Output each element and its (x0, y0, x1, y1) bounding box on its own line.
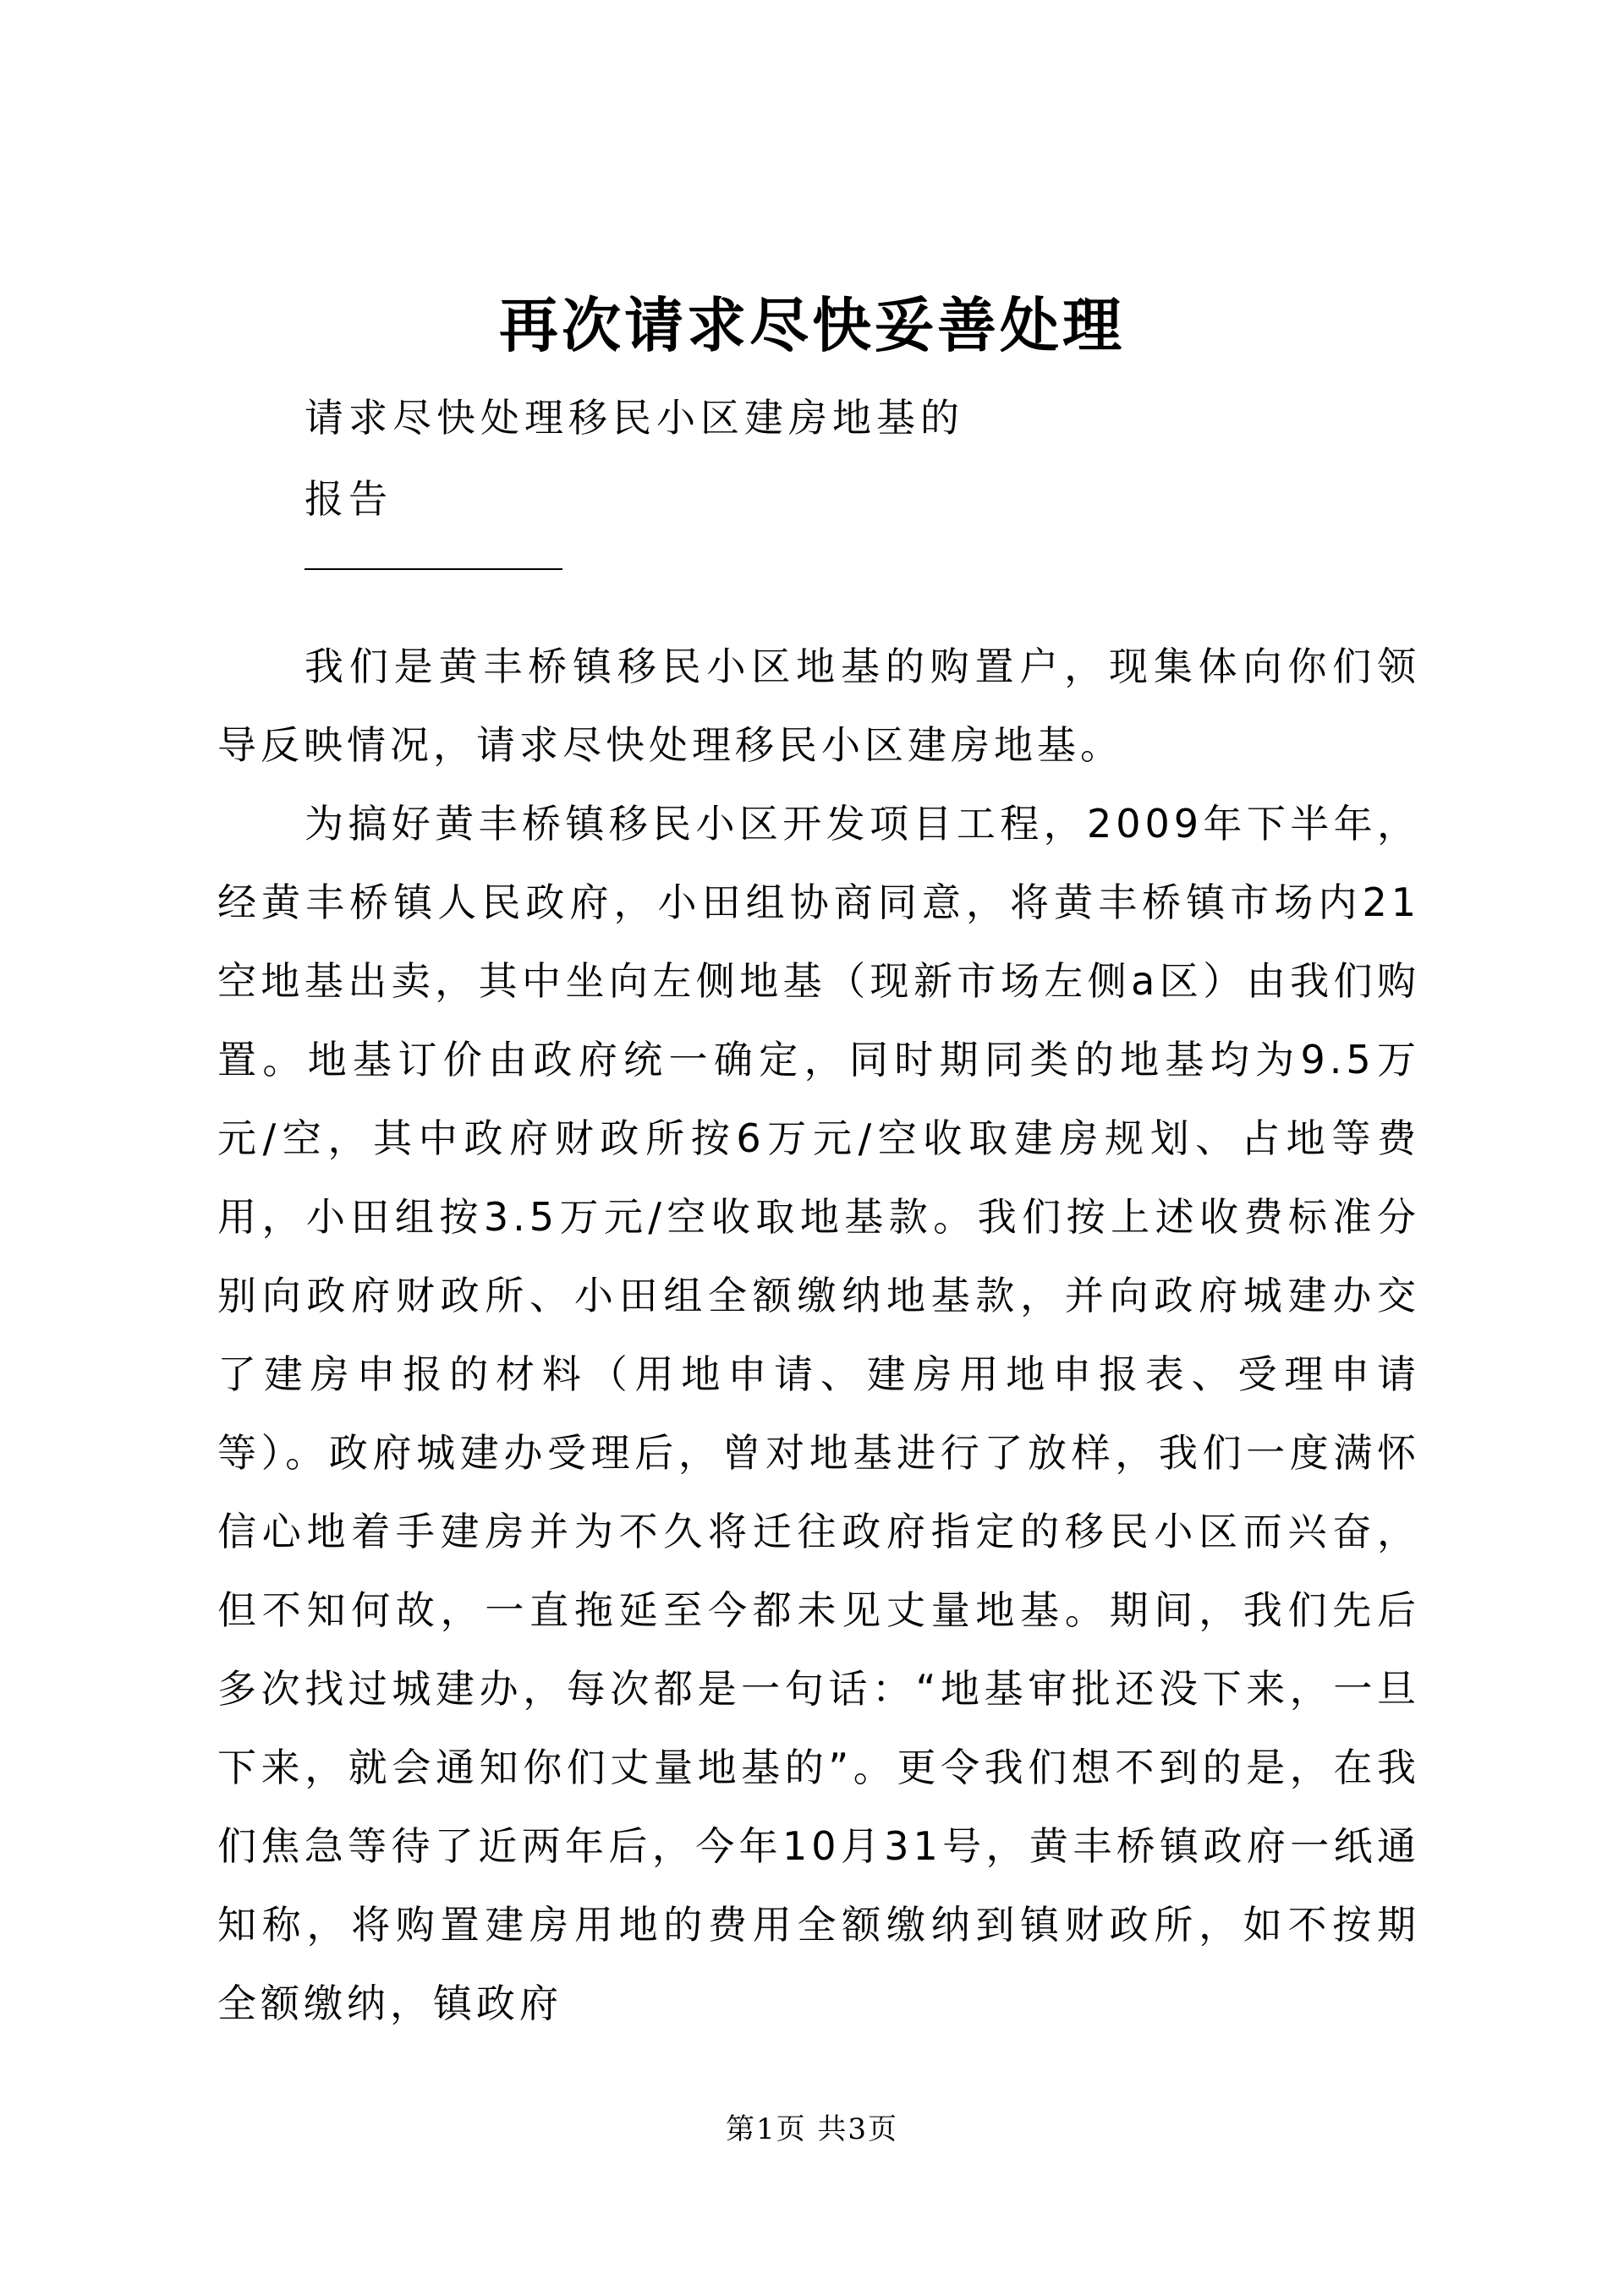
subtitle-line-2: 报告 (304, 476, 392, 522)
body-paragraph-1: 我们是黄丰桥镇移民小区地基的购置户，现集体向你们领导反映情况，请求尽快处理移民小区建房地基。 (217, 644, 1420, 768)
document-body (217, 627, 1420, 2043)
body-paragraph-2: 为搞好黄丰桥镇移民小区开发项目工程，2009年下半年，经黄丰桥镇人民政府，小田组协商同意，将黄丰桥镇市场内21空地基出卖，其中坐向左侧地基（现新市场左侧a区）由我们购置。地基订价由政府统一确定，同时期同类的地基均为9.5万元/空，其中政府财政所按6万元/空收取建房规划、占地等费用，小田组按3.5万元/空收取地基款。我们按上述收费标准分别向政府财政所、小田组全额缴纳地基款，并向政府城建办交了建房申报的材料（用地申请、建房用地申报表、受理申请等）。政府城建办受理后，曾对地基进行了放样，我们一度满怀信心地着手建房并为不久将迁往政府指定的移民小区而兴奋，但不知何故，一直拖延至今都未见丈量地基。期间，我们先后多次找过城建办，每次都是一句话：“地基审批还没下来，一旦下来，就会通知你们丈量地基的”。更令我们想不到的是，在我们焦急等待了近两年后，今年10月31号，黄丰桥镇政府一纸通知称，将购置建房用地的费用全额缴纳到镇财政所，如不按期全额缴纳，镇政府 (217, 801, 1420, 2026)
document-title: 再次请求尽快妥善处理 (499, 290, 1125, 360)
page-number-footer: 第1页 共3页 (725, 2112, 899, 2146)
separator-dash-line (304, 568, 562, 570)
subtitle-line-1: 请求尽快处理移民小区建房地基的 (304, 395, 964, 441)
